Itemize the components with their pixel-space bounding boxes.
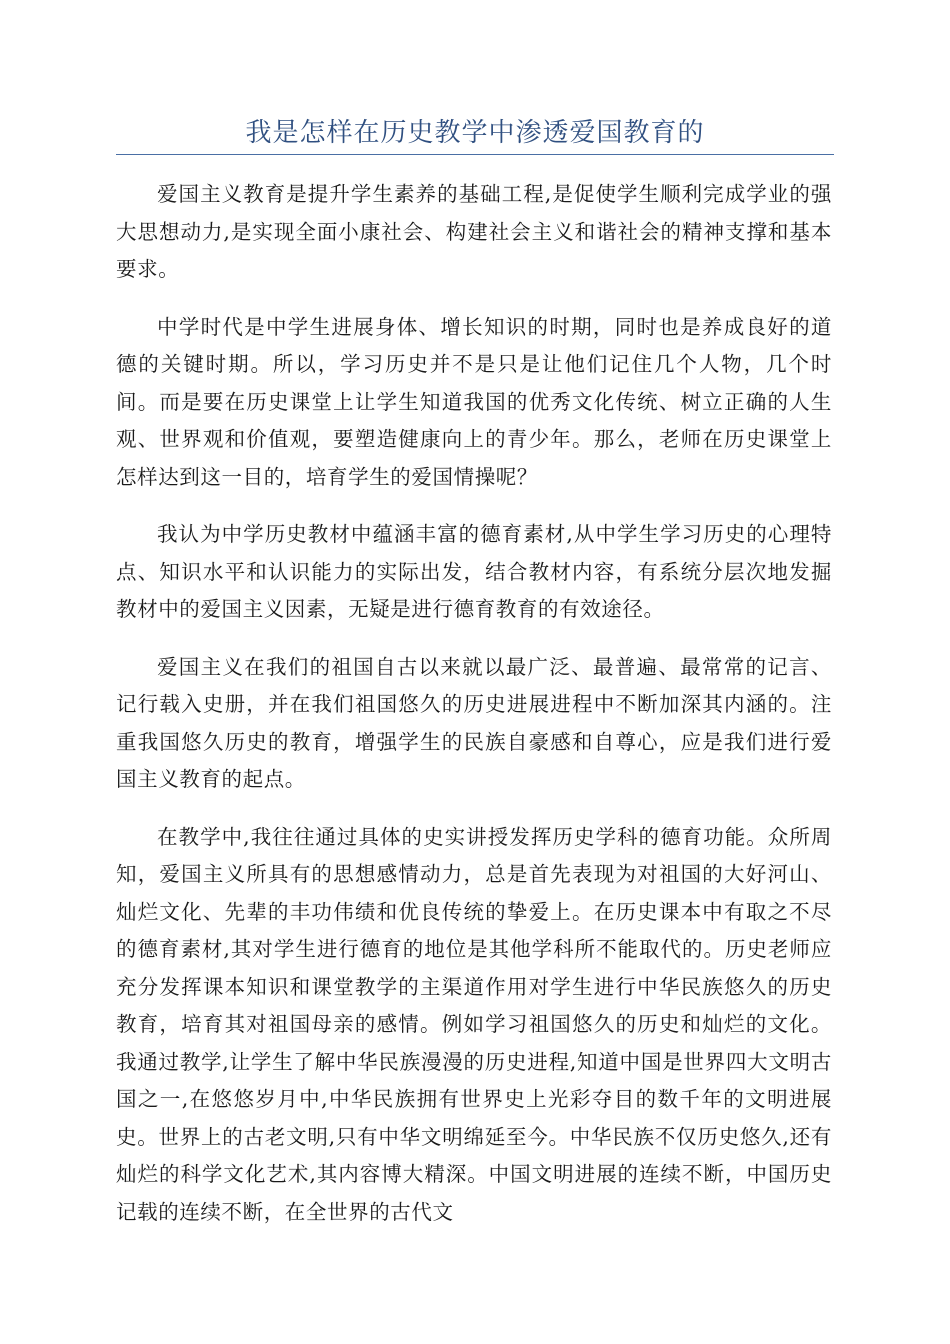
paragraph-1: 爱国主义教育是提升学生素养的基础工程,是促使学生顺利完成学业的强大思想动力,是实现全面小康社会、构建社会主义和谐社会的精神支撑和基本要求。 — [116, 182, 832, 281]
document-body — [116, 176, 832, 1251]
paragraph-4: 爱国主义在我们的祖国自古以来就以最广泛、最普遍、最常常的记言、记行载入史册，并在我们祖国悠久的历史进展进程中不断加深其内涵的。注重我国悠久历史的教育，增强学生的民族自豪感和自尊心，应是我们进行爱国主义教育的起点。 — [116, 654, 832, 791]
paragraph-2: 中学时代是中学生进展身体、增长知识的时期，同时也是养成良好的道德的关键时期。所以，学习历史并不是只是让他们记住几个人物，几个时间。而是要在历史课堂上让学生知道我国的优秀文化传统、树立正确的人生观、世界观和价值观，要塑造健康向上的青少年。那么，老师在历史课堂上怎样达到这一目的，培育学生的爱国情操呢？ — [116, 314, 832, 489]
paragraph-5: 在教学中,我往往通过具体的史实讲授发挥历史学科的德育功能。众所周知，爱国主义所具有的思想感情动力，总是首先表现为对祖国的大好河山、灿烂文化、先辈的丰功伟绩和优良传统的挚爱上。在历史课本中有取之不尽的德育素材,其对学生进行德育的地位是其他学科所不能取代的。历史老师应充分发挥课本知识和课堂教学的主渠道作用对学生进行中华民族悠久的历史教育，培育其对祖国母亲的感情。例如学习祖国悠久的历史和灿烂的文化。我通过教学,让学生了解中华民族漫漫的历史进程,知道中国是世界四大文明古国之一,在悠悠岁月中,中华民族拥有世界史上光彩夺目的数千年的文明进展史。世界上的古老文明,只有中华文明绵延至今。中华民族不仅历史悠久,还有灿烂的科学文化艺术,其内容博大精深。中国文明进展的连续不断，中国历史记载的连续不断，在全世界的古代文 — [116, 824, 832, 1224]
paragraph-3: 我认为中学历史教材中蕴涵丰富的德育素材,从中学生学习历史的心理特点、知识水平和认识能力的实际出发，结合教材内容，有系统分层次地发掘教材中的爱国主义因素，无疑是进行德育教育的有效途径。 — [116, 522, 832, 621]
document-title: 我是怎样在历史教学中渗透爱国教育的 — [245, 118, 705, 148]
title-underline — [116, 154, 834, 155]
